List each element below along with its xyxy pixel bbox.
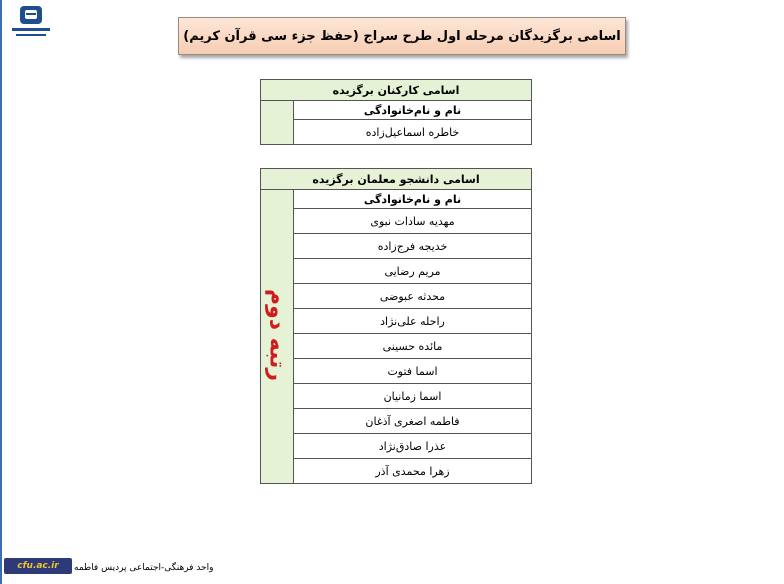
students-table — [260, 168, 532, 484]
table-row: خاطره اسماعیل‌زاده — [294, 120, 532, 145]
table-row: مهدیه سادات نبوی — [294, 209, 532, 234]
staff-column-header: نام و نام‌خانوادگی — [294, 101, 532, 120]
students-heading: اسامی دانشجو معلمان برگزیده — [261, 169, 532, 190]
table-row: اسما فتوت — [294, 359, 532, 384]
table-row: خدیجه فرج‌زاده — [294, 234, 532, 259]
staff-table — [260, 79, 532, 145]
table-row: محدثه عبوضی — [294, 284, 532, 309]
table-row: راحله علی‌نژاد — [294, 309, 532, 334]
table-row: اسما زمانیان — [294, 384, 532, 409]
table-row: عذرا صادق‌نژاد — [294, 434, 532, 459]
page-title: اسامی برگزیدگان مرحله اول طرح سراج (حفظ جزء سی قرآن کریم) — [178, 17, 626, 55]
table-row: زهرا محمدی آذر — [294, 459, 532, 484]
table-row: فاطمه اصغری آذغان — [294, 409, 532, 434]
students-column-header: نام و نام‌خانوادگی — [294, 190, 532, 209]
page-left-border — [0, 0, 2, 584]
staff-side-cell — [261, 101, 294, 145]
footer-text: واحد فرهنگی-اجتماعی پردیس فاطمه — [74, 563, 214, 573]
staff-heading: اسامی کارکنان برگزیده — [261, 80, 532, 101]
university-logo-icon — [6, 4, 56, 44]
rank-label: رتبه دوم — [264, 289, 290, 381]
footer — [0, 556, 214, 578]
table-row: مریم رضایی — [294, 259, 532, 284]
table-row: مائده حسینی — [294, 334, 532, 359]
website-link[interactable]: cfu.ac.ir — [4, 558, 72, 574]
students-side-cell — [261, 190, 294, 484]
